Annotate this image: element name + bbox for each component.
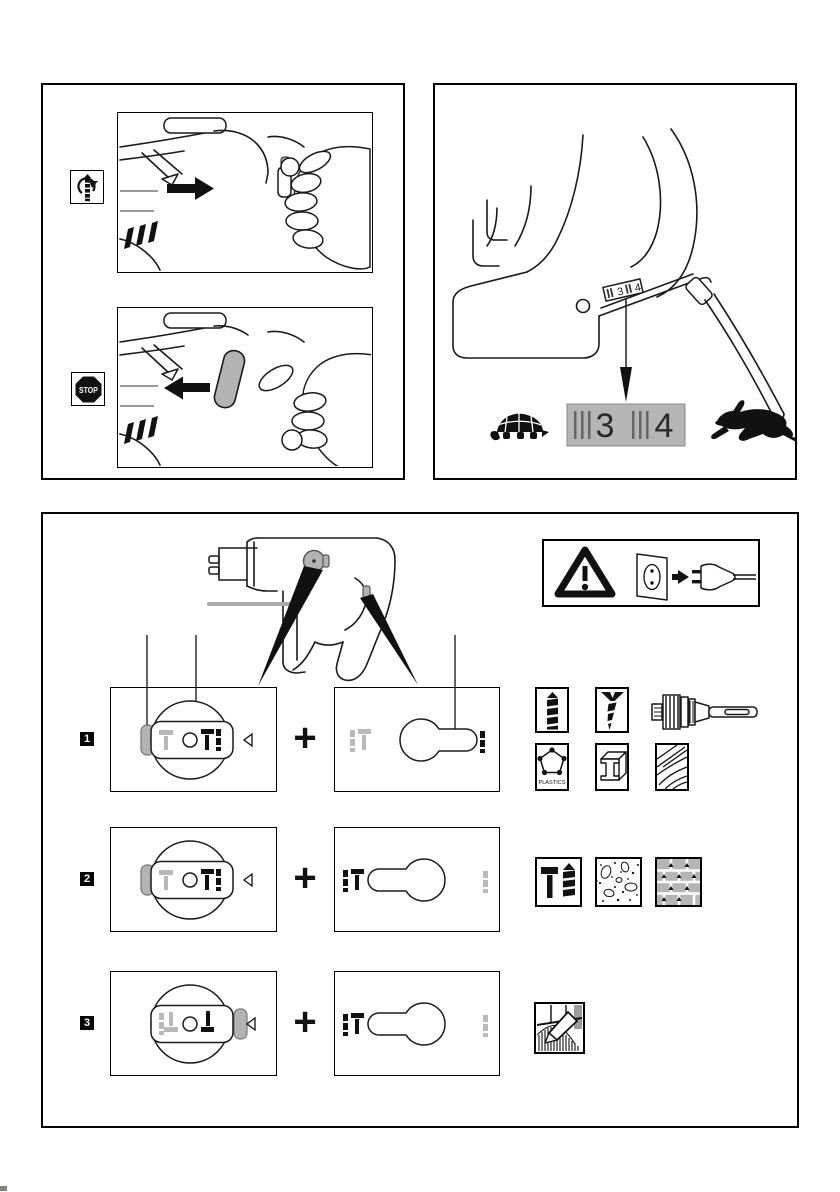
function-switch-small: [363, 586, 370, 600]
panel-speed-dial: [433, 83, 797, 480]
plus-sign: +: [293, 1000, 317, 1044]
speed-scale: [567, 404, 685, 446]
row-badge-1: 1: [80, 732, 94, 746]
stop-label: STOP: [78, 384, 98, 395]
plastics-label: PLASTICS: [538, 780, 566, 786]
socket-icon: [637, 554, 667, 600]
hare-icon: [711, 400, 795, 444]
stop-sign-icon: [71, 372, 105, 406]
drill-bottom-view: [453, 129, 711, 358]
plug-icon: [692, 564, 756, 590]
tile-chisel-icon: [534, 1002, 585, 1054]
dial-box-row1: [110, 687, 277, 792]
speed-dial-mini-label: [603, 279, 643, 302]
switch-box-row3: [334, 971, 500, 1076]
dial-box-row3: [110, 971, 277, 1076]
chuck-adapter-icon: [651, 693, 763, 731]
plastics-icon: [535, 743, 569, 791]
row-badge-3: 3: [80, 1016, 94, 1030]
page-corner-mark: [0, 1186, 7, 1191]
switch-box-row2: [334, 827, 500, 932]
steel-beam-icon: [595, 743, 629, 791]
panel-mode-selection: [41, 512, 799, 1128]
mode-dial-small: [304, 551, 325, 572]
row-badge-2: 2: [80, 872, 94, 886]
svg-text:3: 3: [616, 285, 625, 299]
scale-number-low: 3: [595, 407, 615, 445]
warning-triangle-icon: [558, 550, 612, 594]
turtle-icon: [490, 414, 549, 441]
callout-wedge-left: [258, 566, 323, 686]
drill-rotation-icon: [70, 170, 104, 204]
wood-icon: [655, 743, 689, 791]
plus-sign: +: [293, 716, 317, 760]
screw-icon: [595, 687, 629, 733]
pointer-icon: [620, 367, 632, 402]
drill-bit-icon: [535, 687, 569, 733]
dial-box-row2: [110, 827, 277, 932]
hammer-drill-icon: [535, 857, 582, 907]
unplug-warning-box: [542, 539, 760, 607]
svg-text:4: 4: [633, 281, 643, 295]
concrete-icon: [595, 857, 642, 907]
scene-lock-on: [117, 112, 373, 273]
masonry-icon: [655, 857, 702, 907]
scale-number-high: 4: [654, 407, 674, 445]
callout-wedge-right: [360, 594, 418, 685]
panel-trigger-lock: [41, 83, 405, 480]
drill-side-view: [209, 538, 395, 680]
arrow-icon: [672, 570, 689, 584]
lock-lever: [212, 348, 246, 409]
switch-box-row1: [334, 687, 500, 792]
plus-sign: +: [293, 856, 317, 900]
scene-lock-off: [117, 307, 373, 468]
